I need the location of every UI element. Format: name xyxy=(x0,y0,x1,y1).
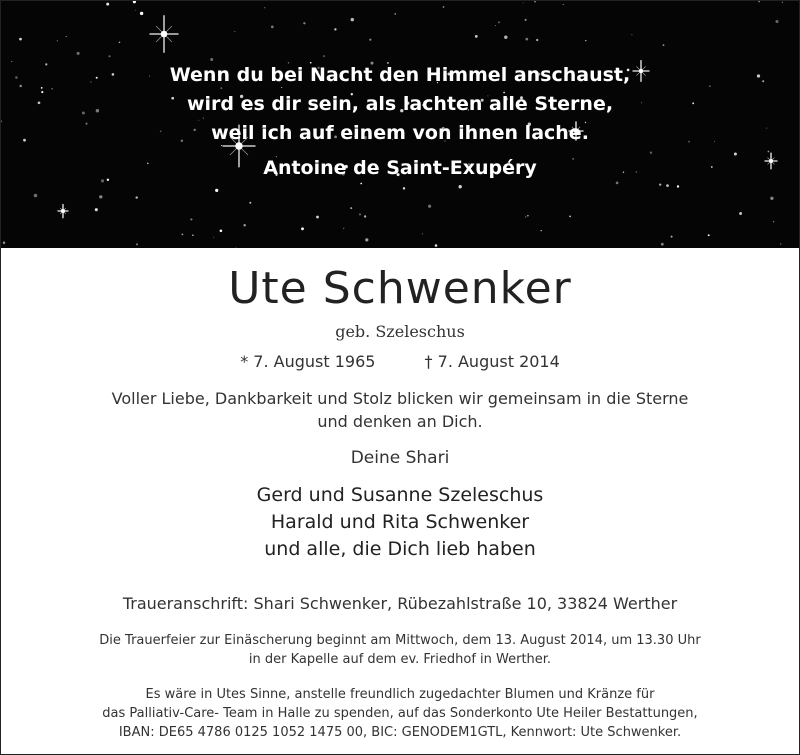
family-mourners xyxy=(0,482,800,563)
message-line: Voller Liebe, Dankbarkeit und Stolz blicken wir gemeinsam in die Sterne xyxy=(111,389,689,408)
quote-author: Antoine de Saint-Exupéry xyxy=(263,157,537,179)
deceased-name: Ute Schwenker xyxy=(228,263,572,314)
mourner-line: Gerd und Susanne Szeleschus xyxy=(256,484,544,506)
memorial-message xyxy=(0,387,800,433)
donation-line: das Palliativ-Care- Team in Halle zu spenden, auf das Sonderkonto Ute Heiler Bestattungen, xyxy=(102,706,698,721)
donation-request xyxy=(0,685,800,742)
quote-line: weil ich auf einem von ihnen lache. xyxy=(211,122,589,144)
notice-body xyxy=(0,248,800,742)
birth-date: * 7. August 1965 xyxy=(240,352,376,371)
donation-line: Es wäre in Utes Sinne, anstelle freundlich zugedachter Blumen und Kränze für xyxy=(145,687,655,702)
service-line: in der Kapelle auf dem ev. Friedhof in Werther. xyxy=(248,652,552,667)
mourner-line: und alle, die Dich lieb haben xyxy=(264,538,536,560)
donation-line: IBAN: DE65 4786 0125 1052 1475 00, BIC: GENODEM1GTL, Kennwort: Ute Schwenker. xyxy=(118,725,682,740)
quote-block xyxy=(1,61,799,183)
quote-line: wird es dir sein, als lachten alle Sterne, xyxy=(186,93,614,115)
message-line: und denken an Dich. xyxy=(317,412,483,431)
maiden-name: geb. Szeleschus xyxy=(335,322,465,341)
death-date: † 7. August 2014 xyxy=(424,352,560,371)
service-line: Die Trauerfeier zur Einäscherung beginnt am Mittwoch, dem 13. August 2014, um 13.30 Uhr xyxy=(99,633,701,648)
quote-line: Wenn du bei Nacht den Himmel anschaust, xyxy=(169,64,631,86)
funeral-service-info xyxy=(0,631,800,669)
life-dates xyxy=(0,351,800,373)
mourner-line: Harald und Rita Schwenker xyxy=(270,511,530,533)
message-signature: Deine Shari xyxy=(350,448,450,468)
mourning-address: Traueranschrift: Shari Schwenker, Rübezahlstraße 10, 33824 Werther xyxy=(122,594,678,613)
night-sky-banner xyxy=(1,1,799,248)
